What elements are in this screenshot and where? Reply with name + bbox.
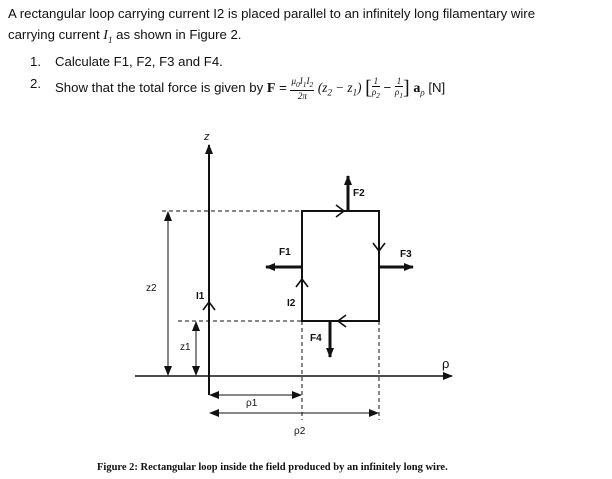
I1-label: I1 <box>196 291 205 302</box>
current-I1-symbol: $I_1$ <box>103 28 113 45</box>
task-text-2-unit: [N] <box>428 79 446 95</box>
F3-label: F3 <box>400 249 412 260</box>
rho2-label: ρ2 <box>294 426 306 437</box>
F2-label: F2 <box>353 188 365 199</box>
z2-label: z2 <box>146 283 157 294</box>
task-text-1: Calculate F1, F2, F3 and F4. <box>55 54 223 69</box>
force-equation: F = $\frac{\mu_0I_1I_2}{2\pi}$ $(z_2 - z_1)$ [ $\frac{1}{\rho_2}$ − $\frac{1}{\rho_1}$ ] $a_\rho$ <box>266 76 425 101</box>
intro-line-2-pre: carrying current <box>8 27 104 42</box>
I2-label: I2 <box>287 298 296 309</box>
rho1-label: ρ1 <box>246 398 258 409</box>
task-text-2-pre: Show that the total force is given by <box>55 79 267 95</box>
task-number-1: 1. <box>30 54 41 69</box>
F1-label: F1 <box>279 247 291 258</box>
rho-axis-label: ρ <box>442 356 450 371</box>
figure-caption: Figure 2: Rectangular loop inside the field produced by an infinitely long wire. <box>97 462 448 473</box>
F4-label: F4 <box>310 333 322 344</box>
z1-label: z1 <box>180 342 191 353</box>
intro-line-1: A rectangular loop carrying current I2 is placed parallel to an infinitely long filamentary wire <box>8 6 536 21</box>
rectangular-loop <box>302 211 379 321</box>
intro-line-2-post: as shown in Figure 2. <box>112 27 242 42</box>
task-number-2: 2. <box>30 76 41 91</box>
z-axis-label: z <box>204 131 210 143</box>
